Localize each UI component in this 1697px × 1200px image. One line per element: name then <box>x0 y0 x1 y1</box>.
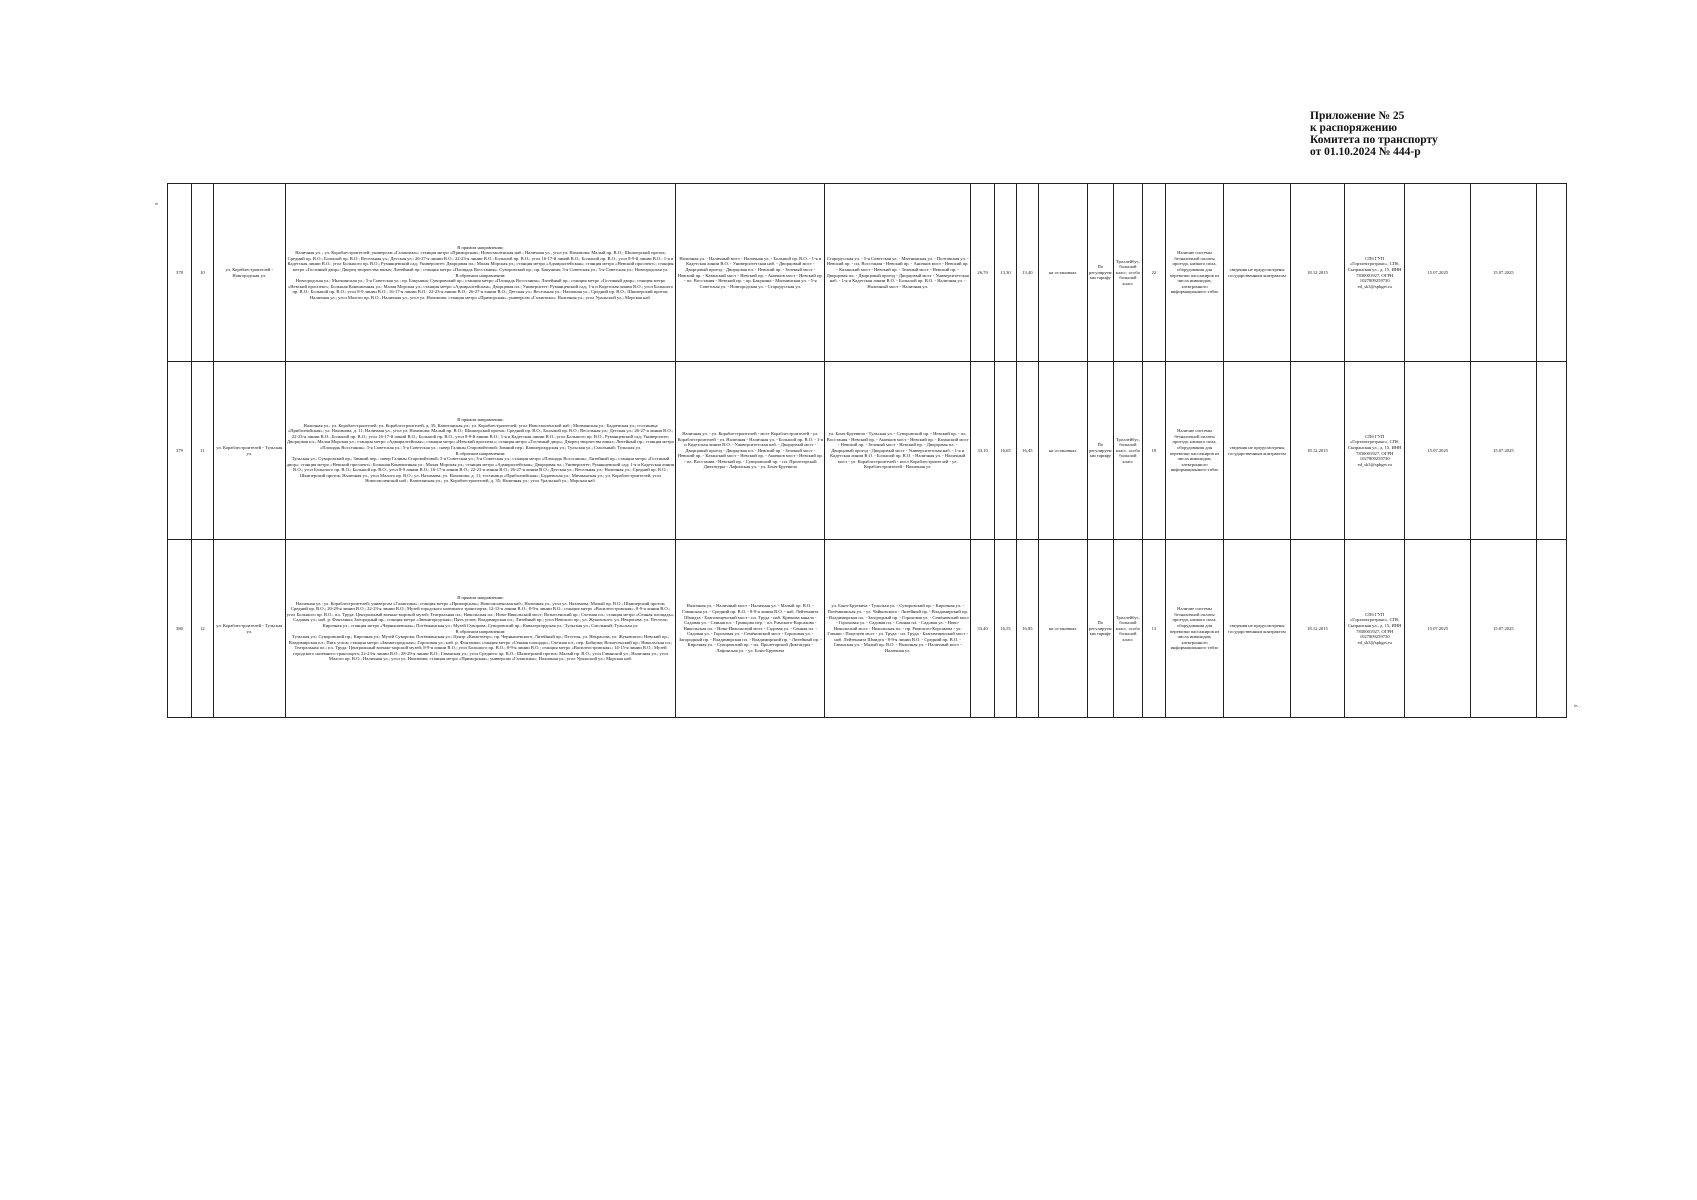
carrier-info: СПб ГУП «Горэлектротранс», СПб, Сызранская ул., д. 15, ИНН 7830001927, ОГРН 1027809259730 ed_sk3@spbget.ru <box>1345 362 1405 540</box>
streets-back: ул. Бонч-Бруевича - Тульская ул. - Суворовский пр. - Невский пр. - пл. Восстания - Невский пр. - Аничков мост - Невский пр. - Казанский мост - Невский пр. - Зеленый мост - Невский пр. - Дворцовая пл. - Дворцовый проезд - Дворцовый мост - Университетская наб. - 1-я и Кадетская линии В.О. - Большой пр. В.О. - Наличная ул. - Наличный мост - ул. Кораблестроителей - мост Кораблестроителей - ул. Кораблестроителей - Наличная ул. <box>825 362 971 540</box>
stops-back: Тульская ул.; Суворовский пр.; Зимний пер.; сквер Галины Старовойтовой; 5-я Советская ул.; 3-я Советская ул.; станция метро «Площадь Восстания»; Литейный пр.; станция метро «Гостиный двор»; станция метро «Невский проспект»; Большая Конюшенная ул.; Малая Морская ул.; станция метро «Адмиралтейская»; Дворцовая пл.; Университет; Румянцевский сад; 1-я и Кадетская линии В.О.; угол Большого пр. В.О.; Большой пр. В.О., угол 8-9 линии В.О.; 16-17-я линии В.О.; 22-23-я линии В.О.; 26-27-я линии В.О.; Детская ул.; Весельная ул.; Наличная ул.; Средний пр. В.О.; Шкиперский проток; Наличная ул., угол Малого пр. В.О.; ул. Нахимова; ул. Нахимова, д. 11; гостиница «Прибалтийская»; Бадаевская ул.; Мичманская ул.; ул. Кораблестроителей, угол Новосмоленской наб.; Капитанская ул.; ул. Кораблестроителей, д. 35; Наличная ул.; угол Уральской ул.; Морская наб. <box>286 456 675 484</box>
streets-forward: Наличная ул. - ул. Кораблестроителей - мост Кораблестроителей - ул. Кораблестроителей - ул. Наличная - Наличная ул. - Большой пр. В.О. - 1-я и Кадетская линии В.О. - Университетская наб. - Дворцовый мост - Дворцовый проезд - Дворцовая пл. - Невский пр. - Зеленый мост - Невский пр. - Казанский мост - Невский пр. - Аничков мост - Невский пр. - пл. Восстания - Невский пр. - Суворовский пр. - пл. Пролетарской Диктатуры - Лафонская ул. - ул. Бонч-Бруевича <box>676 362 825 540</box>
reg-number: 380 <box>168 540 192 718</box>
route-name: ул. Кораблестроителей - Тульская ул. <box>213 362 285 540</box>
start-date: 18.12.2015 <box>1290 362 1344 540</box>
appendix-title: Приложение № 25 <box>1310 110 1405 122</box>
stops-forward: Наличная ул.; ул. Кораблестроителей; универсам «Галактика»; станция метро «Приморская»; Новосмоленская наб.; Наличная ул., угол ул. Нахимова; Малый пр. В.О.; Шкиперский проток; Средний пр. В.О.; 20-29-я линии В.О.; 22-23-я линии В.О.; Музей городского наземного транспорта; 12-13-я линии В.О.; 8-9-я линии В.О.; станция метро «Василеостровская»; 8-9-я линии В.О.; угол Большого пр. В.О.; пл. Труда; Центральный военно-морской музей; Театральная пл.; Никольская пл.; Ново-Никольский мост; Вознесенский пр.; Счетная пл.; станция метро «Сенная площадь»; Садовая ул.; наб. р. Фонтанки; Загородный пр.; станция метро «Звенигородская»; Пять углов; Владимирская пл.; Литейный пр.; угол Невского пр.; ул. Жуковского; ул. Некрасова; ул. Пестеля; Кирочная ул.; станция метро «Чернышевская»; Потёмкинская ул.; Музей Суворова; Суворовский пр.; Кавалергардская ул.; Тульская ул.; Смольный; Тульская ул. <box>286 600 675 628</box>
date-b: 15.07.2025 <box>1471 362 1537 540</box>
carrier-info: СПб ГУП «Горэлектротранс», СПб, Сызранская ул., д. 15, ИНН 7830001927, ОГРН 1027809259730 ed_sk3@spbget.ru <box>1345 184 1405 362</box>
carrier-info: СПб ГУП «Горэлектротранс», СПб, Сызранская ул., д. 15, ИНН 7830001927, ОГРН 1027809259730 ed_sk3@spbget.ru <box>1345 540 1405 718</box>
vehicle-class: Троллейбус, большой класс, особо большой класс <box>1113 362 1142 540</box>
date-b: 15.07.2025 <box>1471 540 1537 718</box>
reg-number: 379 <box>168 362 192 540</box>
streets-back: ул. Бонч-Бруевича - Тульская ул. - Суворовский пр. - Кирочная ул. - Потёмкинская ул. - ул. Чайковского - Литейный пр. - Владимирский пр. - Владимирская пл. - Загородный пр. - Гороховая ул. - Семёновский мост - Гороховая ул. - Садовая пл. - Сенная пл. - Садовая ул. - Ново-Никольский мост - Никольская пл. - пр. Римского-Корсакова - ул. Глинки - Поцелуев мост - ул. Труда - пл. Труда - Благовещенский мост - наб. Лейтенанта Шмидта - 8-9-я линии В.О. - Средний пр. В.О. - Гаванская ул. - Малый пр. В.О. - Наличная ул. - Наличный мост - Наличная ул. <box>825 540 971 718</box>
appendix-header <box>1310 110 1570 158</box>
length-forward: 13,30 <box>995 184 1017 362</box>
direction-forward-title: В прямом направлении: <box>457 416 504 422</box>
appendix-date-number: от 01.10.2024 № 444-р <box>1310 146 1421 158</box>
route-number: 10 <box>191 184 213 362</box>
direction-back-title: В обратном направлении: <box>455 272 506 278</box>
direction-back-title: В обратном направлении: <box>455 450 506 456</box>
tariff-type: По регулируемым тарифу <box>1087 184 1113 362</box>
date-a: 15.07.2025 <box>1405 540 1471 718</box>
stops-back: Тульская ул.; Суворовский пр.; Кирочная ул.; Музей Суворова; Потёмкинская ул.; Центр «Кинотеатр»; пр. Чернышевского; Литейный пр.; Пестеля, ул. Некрасова, ул. Жуковского; Невский пр.; Владимирская пл.; Пять углов; станция метро «Звенигородская»; Гороховая ул.; наб. р. Фонтанки; станция метро «Сенная площадь»; Счетная пл.; пер. Бойцова; Вознесенский пр.; Никольская пл.; Театральная пл.; пл. Труда; Центральный военно-морской музей; 8-9-я линии В.О.; угол Большого пр. В.О.; 8-9-я линии В.О.; станция метро «Василеостровская»; 14-15-я линии В.О.; Музей городского наземного транспорта; 22-23-я линии В.О.; 28-29-я линии В.О.; Гаванская ул.; угол Среднего пр. В.О.; Шкиперский проток; Малый пр. В.О.; угол Гаванской ул.; Наличная ул.; угол Малого пр. В.О.; Наличная ул.; угол ул. Нахимова; станция метро «Приморская»; универсам «Галактика»; Наличная ул.; угол Уральской ул.; Морская наб. <box>288 634 673 662</box>
vehicle-equipment: Наличие системы безналичной оплаты проезда, низкого пола, оборудования для перевозки пассажиров из числа инвалидов, электронного информационного табло <box>1165 362 1223 540</box>
vehicle-count: 22 <box>1142 184 1165 362</box>
date-a: 15.07.2025 <box>1405 184 1471 362</box>
route-number: 12 <box>191 540 213 718</box>
vehicle-count: 19 <box>1142 362 1165 540</box>
close-quote-mark: ». <box>1574 703 1579 709</box>
empty-cell <box>1536 540 1566 718</box>
date-b: 15.07.2025 <box>1471 184 1537 362</box>
streets-back: Старорусская ул. - 5-я Советская ул. - Мытнинская ул. - Полтавская ул. - Невский пр. - пл. Восстания - Невский пр. - Аничков мост - Невский пр. - Казанский мост - Невский пр. - Зеленый мост - Невский пр. - Дворцовая пл. - Дворцовый проезд - Дворцовый мост - Университетская наб. - 1-я и Кадетская линии В.О. - Большой пр. В.О. - Наличная ул. - Наличный мост - Наличная ул. <box>825 184 971 362</box>
vehicle-equipment: Наличие системы безналичной оплаты проезда, низкого пола, оборудования для перевозки пассажиров из числа инвалидов, электронного информационного табло <box>1165 184 1223 362</box>
length-back: 16,85 <box>1016 540 1038 718</box>
open-quote-mark: « <box>155 201 158 207</box>
length-total: 33,40 <box>971 540 995 718</box>
length-forward: 16,55 <box>995 540 1017 718</box>
start-date: 18.12.2015 <box>1290 184 1344 362</box>
table-row <box>168 184 1567 362</box>
streets-forward: Наличная ул. - Наличный мост - Наличная ул. - Большой пр. В.О. - 1-я и Кадетская линии В.О. - Университетская наб. - Дворцовый мост - Дворцовый проезд - Дворцовая пл. - Невский пр. - Зеленый мост - Невский пр. - Казанский мост - Невский пр. - Аничков мост - Невский пр. - пл. Восстания - Невский пр. - пр. Бакунина - Мытнинская ул. - 5-я Советская ул. - Новгородская ул. - Старорусская ул. <box>676 184 825 362</box>
stops-forward: Наличная ул.; ул. Кораблестроителей; ул. Кораблестроителей, д. 35; Капитанская ул.; ул. Кораблестроителей; угол Новосмоленской наб.; Мичманская ул.; Бадаевская ул.; гостиница «Прибалтийская»; ул. Нахимова, д. 11; Наличная ул., угол ул. Нахимова; Малый пр. В.О.; Шкиперский проток; Средний пр. В.О.; Большой пр. В.О.; Весельная ул.; Детская ул.; 26-27-я линии В.О.; 22-23-я линии В.О.; Большой пр. В.О.; угол 16-17-й линий В.О.; Большой пр. В.О., угол 8-9-й линии В.О.; 1-я и Кадетская линии В.О.; угол Большого пр. В.О.; Румянцевский сад; Университет; Дворцовая пл.; Малая Морская ул.; станция метро «Адмиралтейская»; станция метро «Невский проспект»; станция метро «Гостиный двор»; Дворец творчества юных; Литейный пр.; станция метро «Площадь Восстания»; 3-я Советская ул.; 5-я Советская ул.; сквер Галины Старовойтовой; Зимний пер.; Кавалергардская ул.; Тульская ул.; Смольный; Тульская ул. <box>287 422 675 450</box>
route-name: ул. Кораблестроителей - Новгородская ул. <box>213 184 285 362</box>
stops-mode: на остановках <box>1038 540 1087 718</box>
stops-list <box>285 184 676 362</box>
direction-forward-title: В прямом направлении: <box>457 594 504 600</box>
length-total: 33,10 <box>971 362 995 540</box>
date-a: 15.07.2025 <box>1405 362 1471 540</box>
length-back: 16,45 <box>1016 362 1038 540</box>
vehicle-equipment: Наличие системы безналичной оплаты проезда, низкого пола, оборудования для перевозки пассажиров из числа инвалидов, электронного информационного табло <box>1165 540 1223 718</box>
contract-info: сведения не предусмотрены государственным контрактом <box>1224 540 1291 718</box>
vehicle-class: Троллейбус, большой класс, особо большой класс <box>1113 540 1142 718</box>
stops-list <box>285 540 676 718</box>
reg-number: 378 <box>168 184 192 362</box>
streets-forward: Наличная ул. - Наличный мост - Наличная ул. - Малый пр. В.О. - Гаванская ул. - Средний пр. В.О. - 8-9-я линии В.О. - наб. Лейтенанта Шмидта - Благовещенский мост - пл. Труда - наб. Крюкова канала - Садовая ул. - Сенная пл. - Гривцова пер. - пл. Римского-Корсакова - Никольская пл. - Ново-Никольский мост - Садовая ул. - Сенная пл. - Садовая ул. - Гороховая ул. - Семёновский мост - Гороховая ул. - Загородный пр. - Владимирская пл. - Владимирский пр. - Литейный пр. - Кирочная ул. - Суворовский пр. - пл. Пролетарской Диктатуры - Лафонская ул. - ул. Бонч-Бруевича <box>676 540 825 718</box>
stops-list <box>285 362 676 540</box>
contract-info: сведения не предусмотрены государственным контрактом <box>1224 184 1291 362</box>
table-row <box>168 540 1567 718</box>
tariff-type: По регулируемым тарифу <box>1087 362 1113 540</box>
start-date: 18.12.2015 <box>1290 540 1344 718</box>
stops-mode: на остановках <box>1038 362 1087 540</box>
vehicle-count: 13 <box>1142 540 1165 718</box>
route-number: 11 <box>191 362 213 540</box>
routes-register-table <box>167 183 1567 718</box>
stops-back: Новгородская ул.; Мытнинская ул.; 5-я Советская ул.; пр. Бакунина; Суворовский пр.; станция метро «Площадь Восстания»; Литейный пр.; станция метро «Гостиный двор»; станция метро «Невский проспект»; Большая Конюшенная ул.; Малая Морская ул.; станция метро «Адмиралтейская»; Дворцовая пл.; Университет; Румянцевский сад; 1-я и Кадетская линии В.О.; угол Большого пр. В.О.; Большой пр. В.О.; угол 8-9 линии В.О.; 16-17-я линии В.О.; 22-23-я линии В.О.; 26-27-я линии В.О.; Детская ул.; Весельная ул.; Наличная ул.; Средний пр. В.О.; Шкиперский проток; Наличная ул.; угол Малого пр. В.О.; Наличная ул., угол ул. Нахимова; станция метро «Приморская»; универсам «Галактика»; Наличная ул.; угол Уральской ул.; Морская наб. <box>287 278 674 300</box>
direction-back-title: В обратном направлении: <box>455 628 506 634</box>
length-total: 26,70 <box>971 184 995 362</box>
appendix-committee: Комитета по транспорту <box>1310 134 1438 146</box>
table-row <box>168 362 1567 540</box>
direction-forward-title: В прямом направлении: <box>457 244 504 250</box>
vehicle-class: Троллейбус, большой класс, особо большой класс <box>1113 184 1142 362</box>
empty-cell <box>1536 184 1566 362</box>
stops-mode: на остановках <box>1038 184 1087 362</box>
tariff-type: По регулируемым тарифу <box>1087 540 1113 718</box>
stops-forward: Наличная ул. ; ул. Кораблестроителей; универсам «Галактика»; станция метро «Приморская»; Новосмоленская наб.; Наличная ул., угол ул. Нахимова; Малый пр. В.О.; Шкиперский проток; Средний пр. В.О.; Большой пр. В.О.; Весельная ул.; Детская ул.; 26-27-я линии В.О.; 22-23-я линии В.О.; Большой пр. В.О.; угол 16-17-й линий В.О.; Большой пр. В.О., угол 8-9-й линии В.О.; 1-я и Кадетская линии В.О.; угол Большого пр. В.О.; Румянцевский сад; Университет; Дворцовая пл.; Малая Морская ул.; станция метро «Адмиралтейская»; станция метро «Невский проспект»; станция метро «Гостиный двор»; Дворец творчества юных; Литейный пр.; станция метро «Площадь Восстания»; Суворовский пр.; пр. Бакунина; 3-я Советская ул.; 5-я Советская ул.; Новгородская ул. <box>287 250 674 272</box>
length-forward: 16,65 <box>995 362 1017 540</box>
length-back: 13,40 <box>1016 184 1038 362</box>
contract-info: сведения не предусмотрены государственным контрактом <box>1224 362 1291 540</box>
appendix-order-ref: к распоряжению <box>1310 122 1398 134</box>
empty-cell <box>1536 362 1566 540</box>
route-name: ул. Кораблестроителей - Тульская ул. <box>213 540 285 718</box>
